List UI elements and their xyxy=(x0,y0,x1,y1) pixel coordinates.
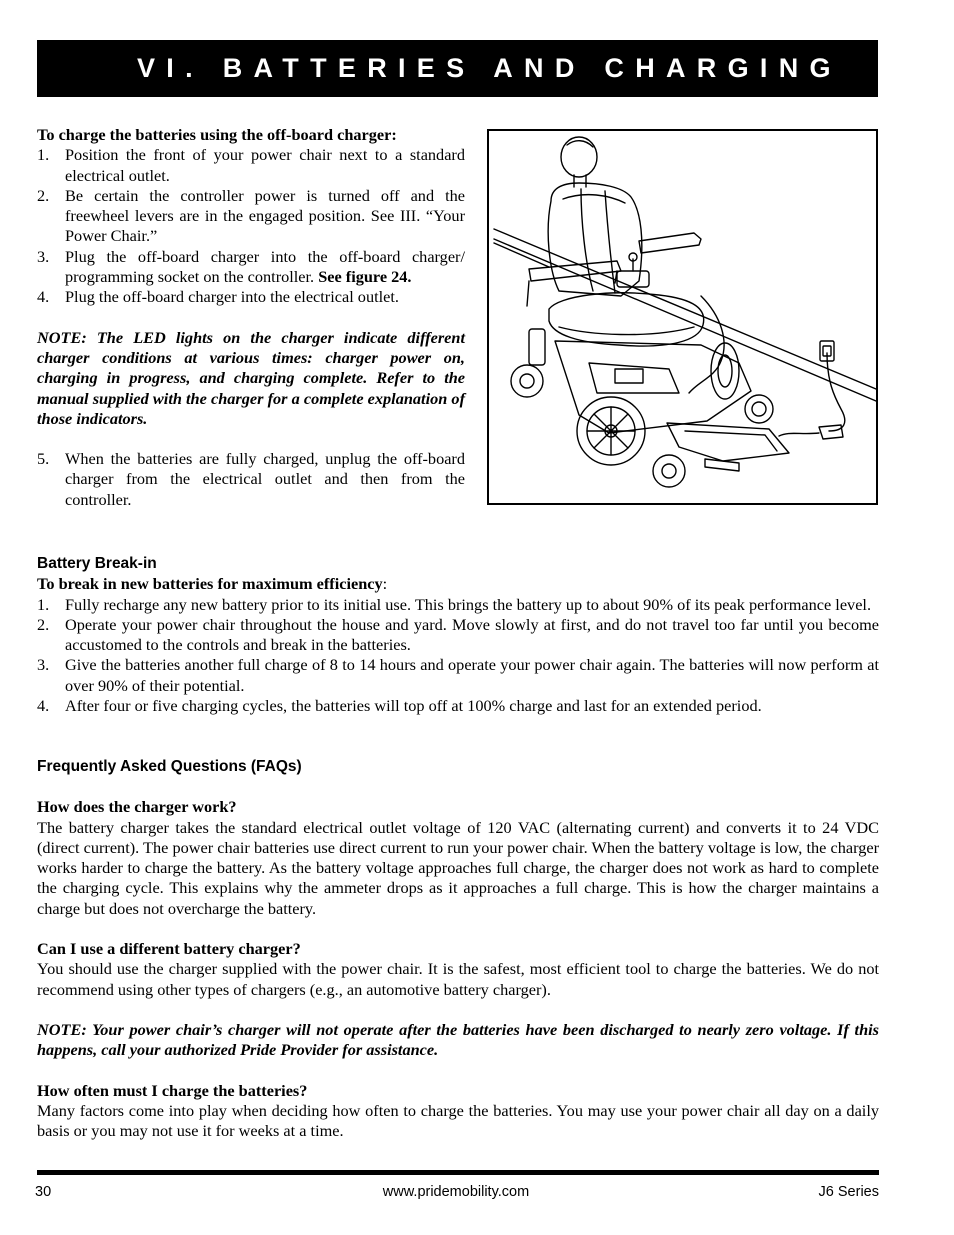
break-in-intro xyxy=(37,574,879,594)
footer-rule xyxy=(37,1170,879,1175)
list-item xyxy=(37,595,879,615)
faq-question: How does the charger work? xyxy=(37,797,237,817)
step-text: Plug the off-board charger into the electrical outlet. xyxy=(65,287,399,307)
battery-break-in-heading: Battery Break-in xyxy=(37,555,157,572)
step-text: Plug the off-board charger into the off-board charger/ programming socket on the controller. xyxy=(65,246,465,287)
step-number: 3. xyxy=(37,655,50,675)
step-number: 1. xyxy=(37,594,50,614)
step-text: When the batteries are fully charged, unplug the off-board charger from the electrical outlet and then from the controller. xyxy=(65,449,465,509)
step-number: 3. xyxy=(37,246,50,266)
list-item xyxy=(37,615,879,656)
charging-final-step xyxy=(37,449,465,510)
step-number: 4. xyxy=(37,696,50,716)
step-text: After four or five charging cycles, the batteries will top off at 100% charge and last for an extended period. xyxy=(65,696,762,716)
power-chair-charging-figure xyxy=(487,129,878,505)
section-title: VI. BATTERIES AND CHARGING xyxy=(137,53,842,83)
charger-led-note: NOTE: The LED lights on the charger indicate different charger conditions at various times: charger power on, charging in progress, and charging complete. Refer to the manual supplied with the charger for a complete explanation of those indicators. xyxy=(37,327,465,428)
charging-steps xyxy=(37,145,465,307)
faq-answer: Many factors come into play when deciding how often to charge the batteries. You may use your power chair all day on a daily basis or you may not use it for weeks at a time. xyxy=(37,1100,879,1141)
faq-question: How often must I charge the batteries? xyxy=(37,1080,308,1100)
battery-break-in-section xyxy=(37,554,879,716)
step-number: 2. xyxy=(37,614,50,634)
list-item xyxy=(37,145,465,186)
step-number: 5. xyxy=(37,449,50,469)
charging-instructions xyxy=(37,125,465,510)
footer-url[interactable]: www.pridemobility.com xyxy=(382,1184,530,1200)
section-title-banner xyxy=(37,40,878,97)
step-text: Fully recharge any new battery prior to its initial use. This brings the battery up to about 90% of its peak performance level. xyxy=(65,594,872,614)
list-item xyxy=(37,247,465,288)
faq-section xyxy=(37,757,879,1141)
faq-heading: Frequently Asked Questions (FAQs) xyxy=(37,758,302,775)
break-in-steps xyxy=(37,595,879,717)
footer-series: J6 Series xyxy=(818,1184,879,1200)
list-item xyxy=(37,449,465,510)
power-chair-illustration xyxy=(489,131,876,503)
list-item xyxy=(37,696,879,716)
faq-answer: The battery charger takes the standard electrical outlet voltage of 120 VAC (alternating current) and converts it to 24 VDC (direct current). The power chair batteries use direct current to run your power chair. When the battery voltage is low, the charger works harder to charge the battery. As the battery voltage approaches full charge, the charger does not work as hard to complete the charging cycle. This explains why the ammeter drops as it approaches a full charge. This is how the charger maintains a charge but does not overcharge the battery. xyxy=(37,817,879,918)
step-text: Give the batteries another full charge of 8 to 14 hours and operate your power chair again. The batteries will now perform at over 90% of their potential. xyxy=(65,655,879,695)
break-in-intro-text: To break in new batteries for maximum efficiency xyxy=(37,574,383,594)
break-in-intro-colon: : xyxy=(382,574,388,594)
charging-heading: To charge the batteries using the off-board charger: xyxy=(37,125,397,144)
step-number: 4. xyxy=(37,287,50,307)
figure-reference: See figure 24. xyxy=(318,267,412,287)
step-number: 1. xyxy=(37,145,50,165)
charger-zero-voltage-note: NOTE: Your power chair’s charger will not operate after the batteries have been discharged to nearly zero voltage. If this happens, call your authorized Pride Provider for assistance. xyxy=(37,1019,879,1060)
step-text: Be certain the controller power is turned off and the freewheel levers are in the engaged position. See III. “Your Power Chair.” xyxy=(65,185,465,246)
list-item xyxy=(37,287,465,307)
step-number: 2. xyxy=(37,185,50,205)
list-item xyxy=(37,655,879,696)
list-item xyxy=(37,186,465,247)
step-text: Position the front of your power chair next to a standard electrical outlet. xyxy=(65,145,465,185)
page-number: 30 xyxy=(35,1184,52,1200)
step-text: Operate your power chair throughout the house and yard. Move slowly at first, and do not travel too far until you become accustomed to the controls and break in the batteries. xyxy=(65,614,879,655)
faq-answer: You should use the charger supplied with the power chair. It is the safest, most efficient tool to charge the batteries. We do not recommend using other types of chargers (e.g., an automotive battery charger). xyxy=(37,959,879,999)
faq-question: Can I use a different battery charger? xyxy=(37,939,301,959)
